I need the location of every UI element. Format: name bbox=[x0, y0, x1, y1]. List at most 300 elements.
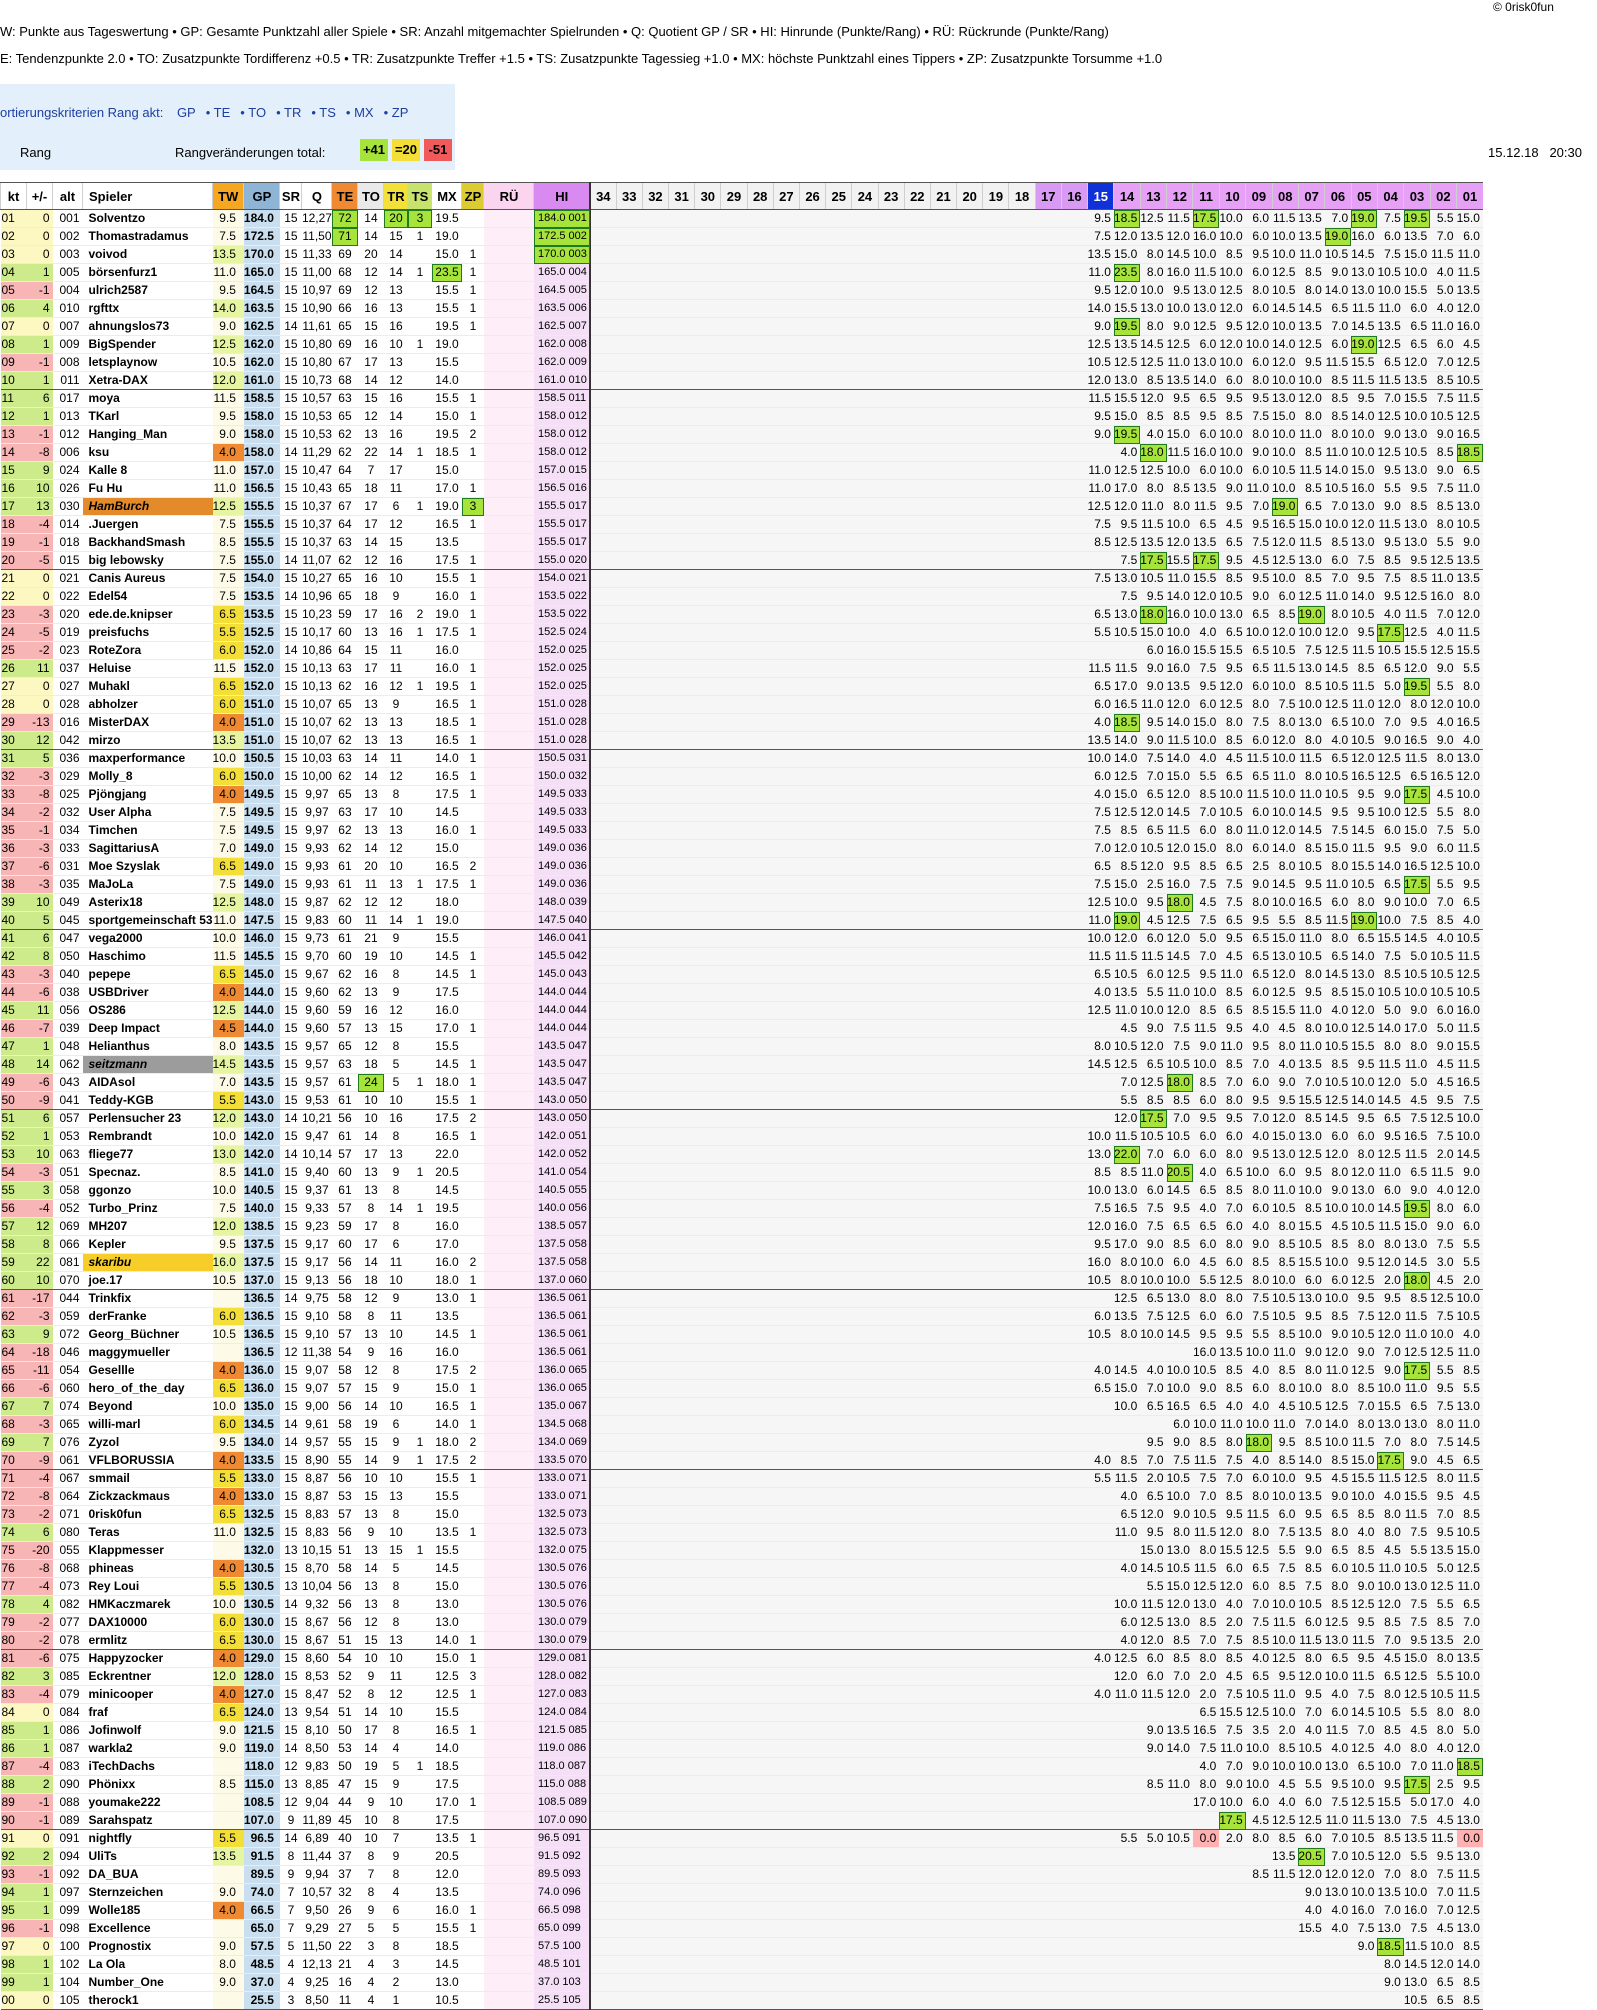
header-day-04[interactable]: 04 bbox=[1377, 183, 1403, 210]
table-row[interactable] bbox=[1, 1938, 1483, 1956]
header-day-32[interactable]: 32 bbox=[642, 183, 668, 210]
table-row[interactable] bbox=[1, 1200, 1483, 1218]
cell-day-points: 9.0 bbox=[213, 1884, 244, 1902]
table-row[interactable] bbox=[1, 1668, 1483, 1686]
cell-player-name[interactable]: Gesellle bbox=[83, 1362, 213, 1380]
cell-day-06: 14.5 bbox=[1325, 1110, 1351, 1128]
cell-player-name[interactable]: Teras bbox=[83, 1524, 213, 1542]
table-row[interactable] bbox=[1, 1704, 1483, 1722]
cell-player-name[interactable]: preisfuchs bbox=[83, 624, 213, 642]
cell-hit-points: 5 bbox=[384, 1056, 408, 1074]
cell-day-empty bbox=[669, 228, 695, 246]
table-row[interactable] bbox=[1, 1902, 1483, 1920]
table-row[interactable] bbox=[1, 1866, 1483, 1884]
cell-player-name[interactable]: Xetra-DAX bbox=[83, 372, 213, 390]
table-row[interactable] bbox=[1, 876, 1483, 894]
cell-hit-points: 12 bbox=[384, 1686, 408, 1704]
header-day-24[interactable]: 24 bbox=[852, 183, 878, 210]
cell-player-name[interactable]: skaribu bbox=[83, 1254, 213, 1272]
table-row[interactable] bbox=[1, 1398, 1483, 1416]
cell-max-points: 16.5 bbox=[432, 1128, 462, 1146]
table-row[interactable] bbox=[1, 660, 1483, 678]
table-row[interactable] bbox=[1, 912, 1483, 930]
cell-player-name[interactable]: sportgemeinschaft 53 bbox=[83, 912, 213, 930]
cell-player-name[interactable]: iTechDachs bbox=[83, 1758, 213, 1776]
cell-player-name[interactable]: AIDAsol bbox=[83, 1074, 213, 1092]
table-row[interactable] bbox=[1, 1272, 1483, 1290]
table-row[interactable] bbox=[1, 1542, 1483, 1560]
table-row[interactable] bbox=[1, 1452, 1483, 1470]
table-row[interactable] bbox=[1, 1128, 1483, 1146]
cell-player-name[interactable]: TKarl bbox=[83, 408, 213, 426]
cell-player-name[interactable]: Muhakl bbox=[83, 678, 213, 696]
table-row[interactable] bbox=[1, 984, 1483, 1002]
header-day-25[interactable]: 25 bbox=[826, 183, 852, 210]
cell-player-name[interactable]: ggonzo bbox=[83, 1182, 213, 1200]
cell-player-name[interactable]: Jofinwolf bbox=[83, 1722, 213, 1740]
cell-player-name[interactable]: ahnungslos73 bbox=[83, 318, 213, 336]
cell-player-name[interactable]: DAX10000 bbox=[83, 1614, 213, 1632]
table-row[interactable] bbox=[1, 642, 1483, 660]
cell-player-name[interactable]: voivod bbox=[83, 246, 213, 264]
table-row[interactable] bbox=[1, 1362, 1483, 1380]
cell-player-name[interactable]: warkla2 bbox=[83, 1740, 213, 1758]
table-row[interactable] bbox=[1, 678, 1483, 696]
table-row[interactable] bbox=[1, 1056, 1483, 1074]
table-row[interactable] bbox=[1, 1164, 1483, 1182]
table-row[interactable] bbox=[1, 1416, 1483, 1434]
cell-player-name[interactable]: 0risk0fun bbox=[83, 1506, 213, 1524]
table-row[interactable] bbox=[1, 1632, 1483, 1650]
header-day-09[interactable]: 09 bbox=[1246, 183, 1272, 210]
table-row[interactable] bbox=[1, 1830, 1483, 1848]
cell-player-name[interactable]: Klappmesser bbox=[83, 1542, 213, 1560]
cell-day-empty bbox=[930, 1758, 956, 1776]
table-row[interactable] bbox=[1, 552, 1483, 570]
cell-day-wins bbox=[408, 768, 432, 786]
cell-player-name[interactable]: MaJoLa bbox=[83, 876, 213, 894]
cell-tendency-points: 59 bbox=[332, 606, 358, 624]
cell-day-14: 8.5 bbox=[1114, 1452, 1140, 1470]
cell-player-name[interactable]: DA_BUA bbox=[83, 1866, 213, 1884]
cell-player-name[interactable]: .Juergen bbox=[83, 516, 213, 534]
cell-player-name[interactable]: Kepler bbox=[83, 1236, 213, 1254]
header-kt[interactable]: kt bbox=[1, 183, 27, 210]
table-row[interactable] bbox=[1, 1182, 1483, 1200]
sort-item-to[interactable]: TO bbox=[248, 105, 267, 120]
cell-player-name[interactable]: minicooper bbox=[83, 1686, 213, 1704]
cell-player-name[interactable]: derFranke bbox=[83, 1308, 213, 1326]
cell-player-name[interactable]: abholzer bbox=[83, 696, 213, 714]
cell-day-04: 8.0 bbox=[1377, 1236, 1403, 1254]
table-row[interactable] bbox=[1, 354, 1483, 372]
table-row[interactable] bbox=[1, 1920, 1483, 1938]
cell-player-name[interactable]: Happyzocker bbox=[83, 1650, 213, 1668]
cell-player-name[interactable]: Turbo_Prinz bbox=[83, 1200, 213, 1218]
table-row[interactable] bbox=[1, 1488, 1483, 1506]
cell-player-name[interactable]: Specnaz. bbox=[83, 1164, 213, 1182]
table-row[interactable] bbox=[1, 1524, 1483, 1542]
sort-item-ts[interactable]: TS bbox=[319, 105, 336, 120]
header-day-12[interactable]: 12 bbox=[1167, 183, 1193, 210]
cell-player-name[interactable]: RoteZora bbox=[83, 642, 213, 660]
cell-player-name[interactable]: BigSpender bbox=[83, 336, 213, 354]
cell-player-name[interactable]: ermlitz bbox=[83, 1632, 213, 1650]
cell-day-points: 11.0 bbox=[213, 264, 244, 282]
cell-day-empty bbox=[930, 1452, 956, 1470]
table-row[interactable] bbox=[1, 534, 1483, 552]
cell-player-name[interactable]: nightfly bbox=[83, 1830, 213, 1848]
cell-player-name[interactable]: Pjöngjang bbox=[83, 786, 213, 804]
table-row[interactable] bbox=[1, 1848, 1483, 1866]
header-day-30[interactable]: 30 bbox=[695, 183, 721, 210]
table-row[interactable] bbox=[1, 1344, 1483, 1362]
table-row[interactable] bbox=[1, 696, 1483, 714]
header-day-28[interactable]: 28 bbox=[747, 183, 773, 210]
cell-player-name[interactable]: Zickzackmaus bbox=[83, 1488, 213, 1506]
cell-day-14: 18.5 bbox=[1114, 210, 1140, 228]
cell-hit-points: 16 bbox=[384, 1110, 408, 1128]
table-row[interactable] bbox=[1, 570, 1483, 588]
cell-player-name[interactable]: Timchen bbox=[83, 822, 213, 840]
header-ru[interactable]: RÜ bbox=[484, 183, 534, 210]
cell-day-empty bbox=[878, 570, 904, 588]
cell-player-name[interactable]: Edel54 bbox=[83, 588, 213, 606]
cell-player-name[interactable]: USBDriver bbox=[83, 984, 213, 1002]
cell-day-empty bbox=[1061, 1182, 1087, 1200]
cell-player-name[interactable]: fraf bbox=[83, 1704, 213, 1722]
cell-tendency-points: 45 bbox=[332, 1812, 358, 1830]
header-day-15[interactable]: 15 bbox=[1088, 183, 1114, 210]
cell-player-name[interactable]: Kalle 8 bbox=[83, 462, 213, 480]
table-row[interactable] bbox=[1, 1614, 1483, 1632]
table-row[interactable] bbox=[1, 1650, 1483, 1668]
cell-day-empty bbox=[904, 750, 930, 768]
cell-player-name[interactable]: Prognostix bbox=[83, 1938, 213, 1956]
table-row[interactable] bbox=[1, 246, 1483, 264]
table-row[interactable] bbox=[1, 930, 1483, 948]
cell-max-points: 16.0 bbox=[432, 1218, 462, 1236]
header-zp[interactable]: ZP bbox=[462, 183, 484, 210]
cell-player-name[interactable]: pepepe bbox=[83, 966, 213, 984]
cell-day-15: 4.0 bbox=[1088, 786, 1114, 804]
header-day-21[interactable]: 21 bbox=[930, 183, 956, 210]
cell-player-name[interactable]: Trinkfix bbox=[83, 1290, 213, 1308]
sort-item-te[interactable]: TE bbox=[213, 105, 231, 120]
table-row[interactable] bbox=[1, 390, 1483, 408]
cell-player-name[interactable]: joe.17 bbox=[83, 1272, 213, 1290]
cell-player-name[interactable]: Phönixx bbox=[83, 1776, 213, 1794]
cell-player-name[interactable]: Hanging_Man bbox=[83, 426, 213, 444]
table-row[interactable] bbox=[1, 1506, 1483, 1524]
cell-player-name[interactable]: Fu Hu bbox=[83, 480, 213, 498]
table-row[interactable] bbox=[1, 894, 1483, 912]
header-hi[interactable]: HI bbox=[534, 183, 590, 210]
cell-day-03: 17.5 bbox=[1404, 1776, 1430, 1794]
cell-rank-old: 043 bbox=[53, 1074, 83, 1092]
header-day-10[interactable]: 10 bbox=[1219, 183, 1245, 210]
table-row[interactable] bbox=[1, 1074, 1483, 1092]
table-row[interactable] bbox=[1, 1038, 1483, 1056]
cell-player-name[interactable]: Molly_8 bbox=[83, 768, 213, 786]
cell-rounds: 15 bbox=[280, 570, 302, 588]
table-row[interactable] bbox=[1, 426, 1483, 444]
header-day-05[interactable]: 05 bbox=[1351, 183, 1377, 210]
cell-total-points: 136.0 bbox=[244, 1362, 280, 1380]
table-row[interactable] bbox=[1, 1686, 1483, 1704]
table-row[interactable] bbox=[1, 1596, 1483, 1614]
cell-player-name[interactable]: seitzmann bbox=[83, 1056, 213, 1074]
cell-player-name[interactable]: MH207 bbox=[83, 1218, 213, 1236]
header-day-27[interactable]: 27 bbox=[773, 183, 799, 210]
cell-rank-current: 87 bbox=[1, 1758, 27, 1776]
cell-player-name[interactable]: Sternzeichen bbox=[83, 1884, 213, 1902]
cell-player-name[interactable]: Sarahspatz bbox=[83, 1812, 213, 1830]
header-spieler[interactable]: Spieler bbox=[83, 183, 213, 210]
cell-player-name[interactable]: Heluise bbox=[83, 660, 213, 678]
cell-player-name[interactable]: ede.de.knipser bbox=[83, 606, 213, 624]
cell-day-15: 10.0 bbox=[1088, 930, 1114, 948]
table-row[interactable] bbox=[1, 1092, 1483, 1110]
table-row[interactable] bbox=[1, 1434, 1483, 1452]
table-row[interactable] bbox=[1, 1308, 1483, 1326]
table-row[interactable] bbox=[1, 1758, 1483, 1776]
header-q[interactable]: Q bbox=[302, 183, 332, 210]
cell-player-name[interactable]: letsplaynow bbox=[83, 354, 213, 372]
cell-player-name[interactable]: youmake222 bbox=[83, 1794, 213, 1812]
cell-day-empty bbox=[1061, 1020, 1087, 1038]
cell-player-name[interactable]: Solventzo bbox=[83, 210, 213, 228]
header-day-02[interactable]: 02 bbox=[1430, 183, 1456, 210]
header-gp[interactable]: GP bbox=[244, 183, 280, 210]
table-row[interactable] bbox=[1, 498, 1483, 516]
table-row[interactable] bbox=[1, 336, 1483, 354]
table-row[interactable] bbox=[1, 1884, 1483, 1902]
header-day-06[interactable]: 06 bbox=[1325, 183, 1351, 210]
cell-player-name[interactable]: BackhandSmash bbox=[83, 534, 213, 552]
cell-player-name[interactable]: Moe Szyslak bbox=[83, 858, 213, 876]
table-row[interactable] bbox=[1, 786, 1483, 804]
table-row[interactable] bbox=[1, 300, 1483, 318]
cell-day-empty bbox=[773, 1848, 799, 1866]
cell-day-06: 10.5 bbox=[1325, 768, 1351, 786]
cell-player-name[interactable]: Wolle185 bbox=[83, 1902, 213, 1920]
cell-day-01: 18.5 bbox=[1457, 1758, 1483, 1776]
header-day-34[interactable]: 34 bbox=[590, 183, 616, 210]
cell-player-name[interactable]: Georg_Büchner bbox=[83, 1326, 213, 1344]
cell-player-name[interactable]: Deep Impact bbox=[83, 1020, 213, 1038]
cell-player-name[interactable]: moya bbox=[83, 390, 213, 408]
header-sr[interactable]: SR bbox=[280, 183, 302, 210]
sort-item-tr[interactable]: TR bbox=[284, 105, 302, 120]
table-row[interactable] bbox=[1, 1722, 1483, 1740]
header-day-20[interactable]: 20 bbox=[957, 183, 983, 210]
sort-item-gp[interactable]: GP bbox=[176, 105, 196, 120]
cell-player-name[interactable]: Zyzol bbox=[83, 1434, 213, 1452]
table-row[interactable] bbox=[1, 588, 1483, 606]
header-day-17[interactable]: 17 bbox=[1035, 183, 1061, 210]
cell-player-name[interactable]: Thomastradamus bbox=[83, 228, 213, 246]
header-day-33[interactable]: 33 bbox=[616, 183, 642, 210]
table-row[interactable] bbox=[1, 1020, 1483, 1038]
cell-rank-change: 6 bbox=[27, 930, 53, 948]
cell-day-01: 13.5 bbox=[1457, 552, 1483, 570]
table-row[interactable] bbox=[1, 1578, 1483, 1596]
table-row[interactable] bbox=[1, 966, 1483, 984]
cell-player-name[interactable]: User Alpha bbox=[83, 804, 213, 822]
header-day-03[interactable]: 03 bbox=[1404, 183, 1430, 210]
header-day-14[interactable]: 14 bbox=[1114, 183, 1140, 210]
cell-day-10: 8.5 bbox=[1219, 246, 1245, 264]
cell-day-empty bbox=[773, 210, 799, 228]
cell-max-points: 13.0 bbox=[432, 1290, 462, 1308]
table-row[interactable] bbox=[1, 948, 1483, 966]
sort-item-mx[interactable]: MX bbox=[354, 105, 374, 120]
header-to[interactable]: TO bbox=[358, 183, 384, 210]
header-alt[interactable]: alt bbox=[53, 183, 83, 210]
cell-player-name[interactable]: ulrich2587 bbox=[83, 282, 213, 300]
cell-player-name[interactable]: Helianthus bbox=[83, 1038, 213, 1056]
table-row[interactable] bbox=[1, 408, 1483, 426]
table-row[interactable] bbox=[1, 1740, 1483, 1758]
table-row[interactable] bbox=[1, 480, 1483, 498]
header-day-18[interactable]: 18 bbox=[1009, 183, 1035, 210]
header-day-16[interactable]: 16 bbox=[1061, 183, 1087, 210]
header-te[interactable]: TE bbox=[332, 183, 358, 210]
cell-max-points: 15.5 bbox=[432, 1488, 462, 1506]
header-day-23[interactable]: 23 bbox=[878, 183, 904, 210]
cell-player-name[interactable]: hero_of_the_day bbox=[83, 1380, 213, 1398]
cell-player-name[interactable]: HMKaczmarek bbox=[83, 1596, 213, 1614]
table-row[interactable] bbox=[1, 732, 1483, 750]
cell-player-name[interactable]: mirzo bbox=[83, 732, 213, 750]
table-row[interactable] bbox=[1, 1470, 1483, 1488]
table-row[interactable] bbox=[1, 1794, 1483, 1812]
table-row[interactable] bbox=[1, 372, 1483, 390]
header-mx[interactable]: MX bbox=[432, 183, 462, 210]
cell-player-name[interactable]: Rembrandt bbox=[83, 1128, 213, 1146]
cell-player-name[interactable]: rgfttx bbox=[83, 300, 213, 318]
cell-player-name[interactable]: Haschimo bbox=[83, 948, 213, 966]
cell-quotient: 9,33 bbox=[302, 1200, 332, 1218]
cell-player-name[interactable]: phineas bbox=[83, 1560, 213, 1578]
table-row[interactable] bbox=[1, 750, 1483, 768]
table-row[interactable] bbox=[1, 1146, 1483, 1164]
table-row[interactable] bbox=[1, 282, 1483, 300]
cell-player-name[interactable]: vega2000 bbox=[83, 930, 213, 948]
cell-player-name[interactable]: VFLBORUSSIA bbox=[83, 1452, 213, 1470]
table-row[interactable] bbox=[1, 264, 1483, 282]
table-row[interactable] bbox=[1, 624, 1483, 642]
cell-hit-points: 8 bbox=[384, 1128, 408, 1146]
cell-day-empty bbox=[1009, 1434, 1035, 1452]
cell-player-name[interactable]: big lebowsky bbox=[83, 552, 213, 570]
cell-player-name[interactable]: Canis Aureus bbox=[83, 570, 213, 588]
cell-player-name[interactable]: Perlensucher 23 bbox=[83, 1110, 213, 1128]
table-row[interactable] bbox=[1, 1776, 1483, 1794]
table-row[interactable] bbox=[1, 228, 1483, 246]
cell-player-name[interactable]: OS286 bbox=[83, 1002, 213, 1020]
cell-player-name[interactable]: Excellence bbox=[83, 1920, 213, 1938]
table-row[interactable] bbox=[1, 210, 1483, 228]
cell-max-points: 14.0 bbox=[432, 1416, 462, 1434]
header-change[interactable]: +/- bbox=[27, 183, 53, 210]
table-row[interactable] bbox=[1, 822, 1483, 840]
cell-total-points: 135.0 bbox=[244, 1398, 280, 1416]
cell-player-name[interactable]: Beyond bbox=[83, 1398, 213, 1416]
header-day-31[interactable]: 31 bbox=[669, 183, 695, 210]
header-tr[interactable]: TR bbox=[384, 183, 408, 210]
cell-day-05: 6.5 bbox=[1351, 930, 1377, 948]
header-day-29[interactable]: 29 bbox=[721, 183, 747, 210]
table-row[interactable] bbox=[1, 606, 1483, 624]
table-row[interactable] bbox=[1, 1002, 1483, 1020]
header-day-01[interactable]: 01 bbox=[1457, 183, 1483, 210]
cell-day-empty bbox=[826, 930, 852, 948]
table-row[interactable] bbox=[1, 318, 1483, 336]
cell-player-name[interactable]: maxperformance bbox=[83, 750, 213, 768]
table-row[interactable] bbox=[1, 1110, 1483, 1128]
cell-player-name[interactable]: willi-marl bbox=[83, 1416, 213, 1434]
table-row[interactable] bbox=[1, 1812, 1483, 1830]
table-row[interactable] bbox=[1, 1326, 1483, 1344]
cell-day-empty bbox=[721, 1146, 747, 1164]
cell-player-name[interactable]: ksu bbox=[83, 444, 213, 462]
table-row[interactable] bbox=[1, 444, 1483, 462]
header-day-26[interactable]: 26 bbox=[799, 183, 825, 210]
header-tw[interactable]: TW bbox=[213, 183, 244, 210]
header-day-11[interactable]: 11 bbox=[1193, 183, 1219, 210]
table-row[interactable] bbox=[1, 1560, 1483, 1578]
table-row[interactable] bbox=[1, 768, 1483, 786]
table-row[interactable] bbox=[1, 1380, 1483, 1398]
cell-player-name[interactable]: fliege77 bbox=[83, 1146, 213, 1164]
header-day-13[interactable]: 13 bbox=[1140, 183, 1166, 210]
cell-player-name[interactable]: Asterix18 bbox=[83, 894, 213, 912]
cell-player-name[interactable]: MisterDAX bbox=[83, 714, 213, 732]
cell-day-11: 15.5 bbox=[1193, 570, 1219, 588]
table-row[interactable] bbox=[1, 1254, 1483, 1272]
header-day-08[interactable]: 08 bbox=[1272, 183, 1298, 210]
table-row[interactable] bbox=[1, 840, 1483, 858]
header-ts[interactable]: TS bbox=[408, 183, 432, 210]
table-row[interactable] bbox=[1, 858, 1483, 876]
table-row[interactable] bbox=[1, 714, 1483, 732]
cell-player-name[interactable]: SagittariusA bbox=[83, 840, 213, 858]
header-day-07[interactable]: 07 bbox=[1298, 183, 1324, 210]
cell-player-name[interactable]: smmail bbox=[83, 1470, 213, 1488]
cell-max-points: 16.0 bbox=[432, 1002, 462, 1020]
table-row[interactable] bbox=[1, 1236, 1483, 1254]
cell-player-name[interactable]: Teddy-KGB bbox=[83, 1092, 213, 1110]
cell-player-name[interactable]: Eckrentner bbox=[83, 1668, 213, 1686]
table-row[interactable] bbox=[1, 804, 1483, 822]
cell-day-empty bbox=[669, 1542, 695, 1560]
table-row[interactable] bbox=[1, 1290, 1483, 1308]
cell-player-name[interactable]: UliTs bbox=[83, 1848, 213, 1866]
header-day-19[interactable]: 19 bbox=[983, 183, 1009, 210]
table-row[interactable] bbox=[1, 1218, 1483, 1236]
header-day-22[interactable]: 22 bbox=[904, 183, 930, 210]
cell-player-name[interactable]: Rey Loui bbox=[83, 1578, 213, 1596]
cell-player-name[interactable]: börsenfurz1 bbox=[83, 264, 213, 282]
cell-rank-old: 067 bbox=[53, 1470, 83, 1488]
table-row[interactable] bbox=[1, 516, 1483, 534]
cell-player-name[interactable]: maggymueller bbox=[83, 1344, 213, 1362]
sort-item-zp[interactable]: ZP bbox=[391, 105, 409, 120]
table-row[interactable] bbox=[1, 462, 1483, 480]
cell-player-name[interactable]: HamBurch bbox=[83, 498, 213, 516]
